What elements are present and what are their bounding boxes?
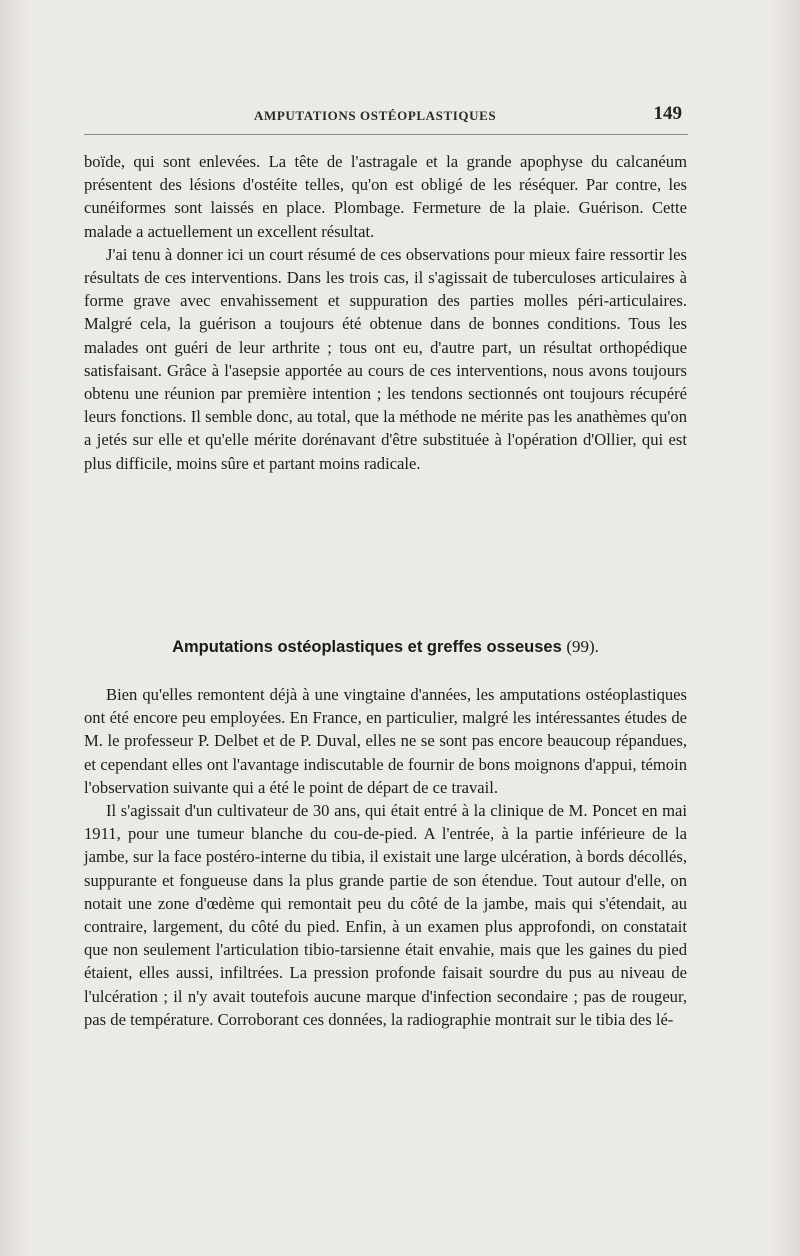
running-head [84,100,684,130]
paragraph-case-report: Il s'agissait d'un cultivateur de 30 ans, qui était entré à la clinique de M. Poncet en mai 1911, pour une tumeur blanche du cou-de-pied. A l'entrée, à la partie inférieure de la jambe, sur la face postéro-interne du tibia, il existait une large ulcération, à bords décollés, suppurante et fongueuse dans la plus grande partie de son étendue. Tout autour d'elle, on notait une zone d'œdème qui remontait peu du côté de la jambe, mais qui s'étendait, au contraire, largement, du côté du pied. Enfin, à un examen plus approfondi, on constatait que non seulement l'articulation tibio-tarsienne était envahie, mais que les gaines du pied étaient, elles aussi, infiltrées. La pression profonde faisait sourdre du pus au niveau de l'ulcération ; il n'y avait toutefois aucune marque d'infection secondaire ; pas de rougeur, pas de température. Corroborant ces données, la radiographie montrait sur le tibia des lé- [84,801,687,1029]
paragraph-continuation: boïde, qui sont enlevées. La tête de l'astragale et la grande apophyse du calcanéum présentent des lésions d'ostéite telles, qu'on est obligé de les réséquer. Par contre, les cunéiformes sont laissés en place. Plombage. Fermeture de la plaie. Guérison. Cette malade a actuellement un excellent résultat. [84,152,687,241]
paragraph-summary: J'ai tenu à donner ici un court résumé de ces observations pour mieux faire ressortir les résultats de ces interventions. Dans les trois cas, il s'agissait de tuberculoses articulaires à forme grave avec envahissement et suppuration des parties molles péri-articulaires. Malgré cela, la guérison a toujours été obtenue dans de bonnes conditions. Tous les malades ont guéri de leur arthrite ; tous ont eu, d'autre part, un résultat orthopédique satisfaisant. Grâce à l'asepsie apportée au cours de ces interventions, nous avons toujours obtenu une réunion par première intention ; les tendons sectionnés ont toujours récupéré leurs fonctions. Il semble donc, au total, que la méthode ne mérite pas les anathèmes qu'on a jetés sur elle et qu'elle mérite dorénavant d'être substituée à l'opération d'Ollier, qui est plus difficile, moins sûre et partant moins radicale. [84,244,687,473]
header-rule [84,134,688,135]
page-number: 149 [653,103,682,124]
section-heading-title: Amputations ostéoplastiques et greffes osseuses [172,638,562,656]
paragraph-intro: Bien qu'elles remontent déjà à une vingtaine d'années, les amputations ostéoplastiques ont été encore peu employées. En France, en particulier, malgré les intéressantes études de M. le professeur P. Delbet et de P. Duval, elles ne se sont pas encore beaucoup répandues, et cependant elles ont l'avantage indiscutable de fournir de bons moignons d'appui, témoin l'observation suivante qui a été le point de départ de ce travail. [84,685,687,797]
section-text-block [84,683,687,1031]
top-text-block [84,150,687,475]
section-heading [84,637,687,657]
running-title: AMPUTATIONS OSTÉOPLASTIQUES [254,108,497,123]
section-heading-reference: (99). [566,637,599,656]
